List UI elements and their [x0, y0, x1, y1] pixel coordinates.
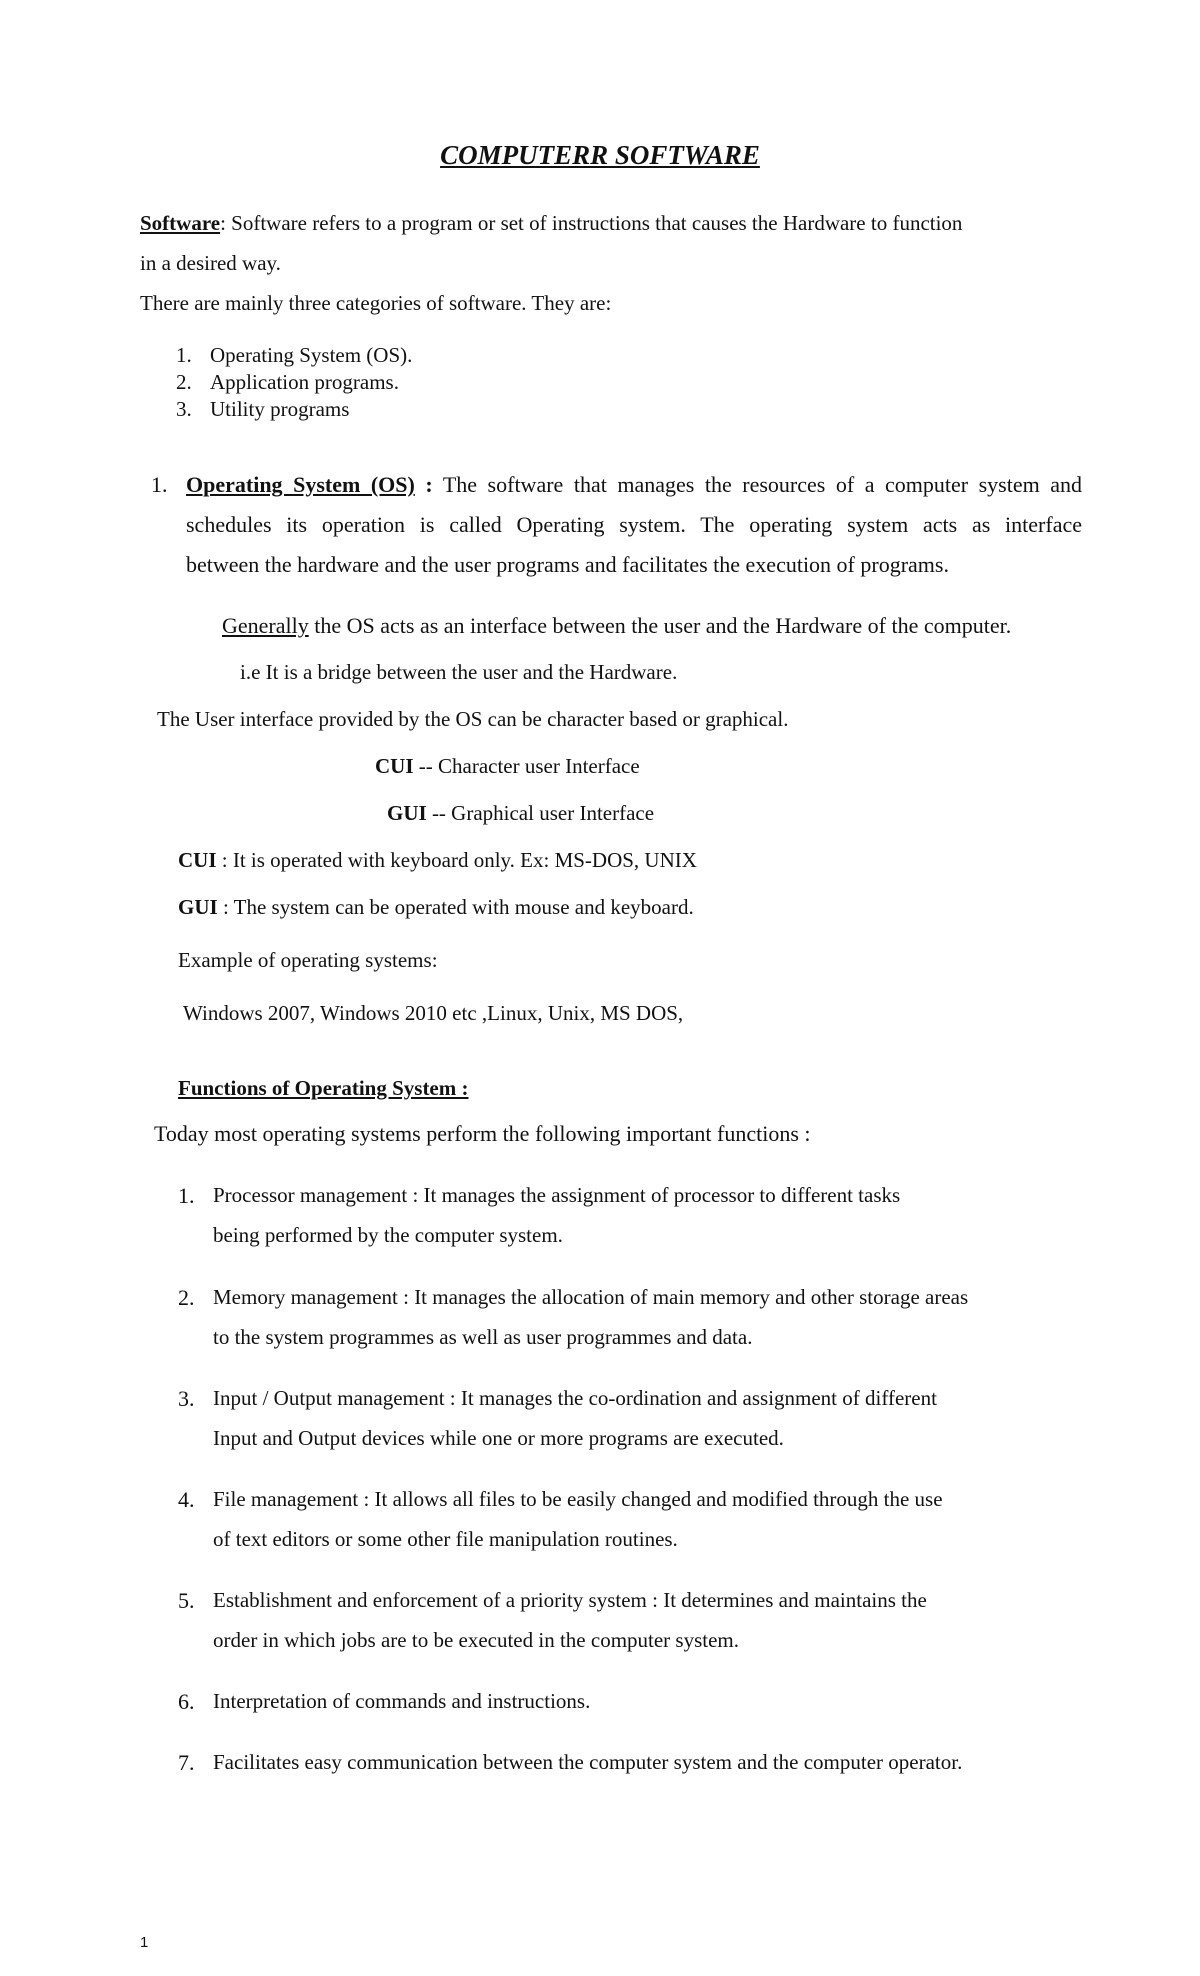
os-heading: Operating System (OS) [186, 472, 415, 497]
list-item-text: Interpretation of commands and instructions. [213, 1689, 591, 1713]
generally-text: the OS acts as an interface between the user and the Hardware of the computer. [308, 613, 1012, 638]
page-number: 1 [140, 1934, 149, 1951]
software-definition-text: : Software refers to a program or set of instructions that causes the Hardware to function [220, 211, 963, 235]
cui-description-text: : It is operated with keyboard only. Ex: MS-DOS, UNIX [216, 848, 697, 872]
os-examples-heading: Example of operating systems: [178, 948, 438, 972]
list-item-text: Memory management : It manages the allocation of main memory and other storage areas [213, 1285, 969, 1309]
software-term: Software [140, 211, 221, 235]
os-definition-line-3: between the hardware and the user programs and facilitates the execution of programs. [186, 552, 949, 577]
generally-word: Generally [222, 613, 309, 638]
list-item-number: 3. [178, 1386, 195, 1411]
cui-full-name: -- Character user Interface [413, 754, 640, 778]
list-item-text: Establishment and enforcement of a priority system : It determines and maintains the [213, 1588, 927, 1612]
list-item-text: Application programs. [210, 370, 399, 394]
list-item-text-continued: to the system programmes as well as user programmes and data. [213, 1325, 753, 1349]
gui-description [178, 895, 694, 920]
list-item [176, 370, 399, 395]
list-item-number: 2. [178, 1285, 195, 1310]
gui-abbr: GUI [387, 801, 427, 825]
list-item [176, 397, 349, 422]
cui-label: CUI [178, 848, 217, 872]
list-item-text-continued: Input and Output devices while one or more programs are executed. [213, 1426, 784, 1450]
gui-expansion [387, 801, 654, 826]
list-item-number: 1. [178, 1183, 195, 1208]
list-item-number: 7. [178, 1750, 195, 1775]
list-item-text: Input / Output management : It manages the co-ordination and assignment of different [213, 1386, 937, 1410]
list-item-number: 3. [176, 397, 192, 421]
os-bridge-line: i.e It is a bridge between the user and the Hardware. [240, 660, 678, 684]
os-ui-line: The User interface provided by the OS can be character based or graphical. [157, 707, 789, 731]
list-item-number: 5. [178, 1588, 195, 1613]
list-item-text: Processor management : It manages the assignment of processor to different tasks [213, 1183, 901, 1207]
gui-full-name: -- Graphical user Interface [426, 801, 655, 825]
os-section-number: 1. [151, 472, 168, 497]
cui-abbr: CUI [375, 754, 414, 778]
software-definition-line [140, 211, 962, 236]
functions-intro: Today most operating systems perform the following important functions : [154, 1121, 811, 1146]
list-item [176, 343, 412, 368]
gui-description-text: : The system can be operated with mouse and keyboard. [217, 895, 694, 919]
os-examples-list: Windows 2007, Windows 2010 etc ,Linux, Unix, MS DOS, [183, 1001, 684, 1025]
list-item-text: Utility programs [210, 397, 350, 421]
list-item-number: 4. [178, 1487, 195, 1512]
gui-label: GUI [178, 895, 218, 919]
os-definition-text: The software that manages the resources of a computer system and [442, 472, 1083, 497]
os-definition-line-1 [186, 472, 1082, 498]
list-item-text-continued: being performed by the computer system. [213, 1223, 563, 1247]
list-item-text-continued: order in which jobs are to be executed in the computer system. [213, 1628, 740, 1652]
list-item-text: Facilitates easy communication between the computer system and the computer operator. [213, 1750, 963, 1774]
list-item-number: 2. [176, 370, 192, 394]
cui-description [178, 848, 697, 873]
list-item-number: 1. [176, 343, 192, 367]
os-heading-colon: : [414, 472, 433, 497]
os-definition-line-2: schedules its operation is called Operating system. The operating system acts as interface [186, 512, 1082, 537]
list-item-text: File management : It allows all files to be easily changed and modified through the use [213, 1487, 943, 1511]
categories-intro: There are mainly three categories of software. They are: [140, 291, 612, 315]
list-item-text-continued: of text editors or some other file manipulation routines. [213, 1527, 678, 1551]
cui-expansion [375, 754, 640, 779]
list-item-text: Operating System (OS). [210, 343, 413, 367]
software-definition-continued: in a desired way. [140, 251, 281, 275]
os-generally-line [222, 613, 1011, 639]
list-item-number: 6. [178, 1689, 195, 1714]
functions-heading: Functions of Operating System : [178, 1076, 469, 1100]
document-title: COMPUTERR SOFTWARE [440, 140, 760, 170]
